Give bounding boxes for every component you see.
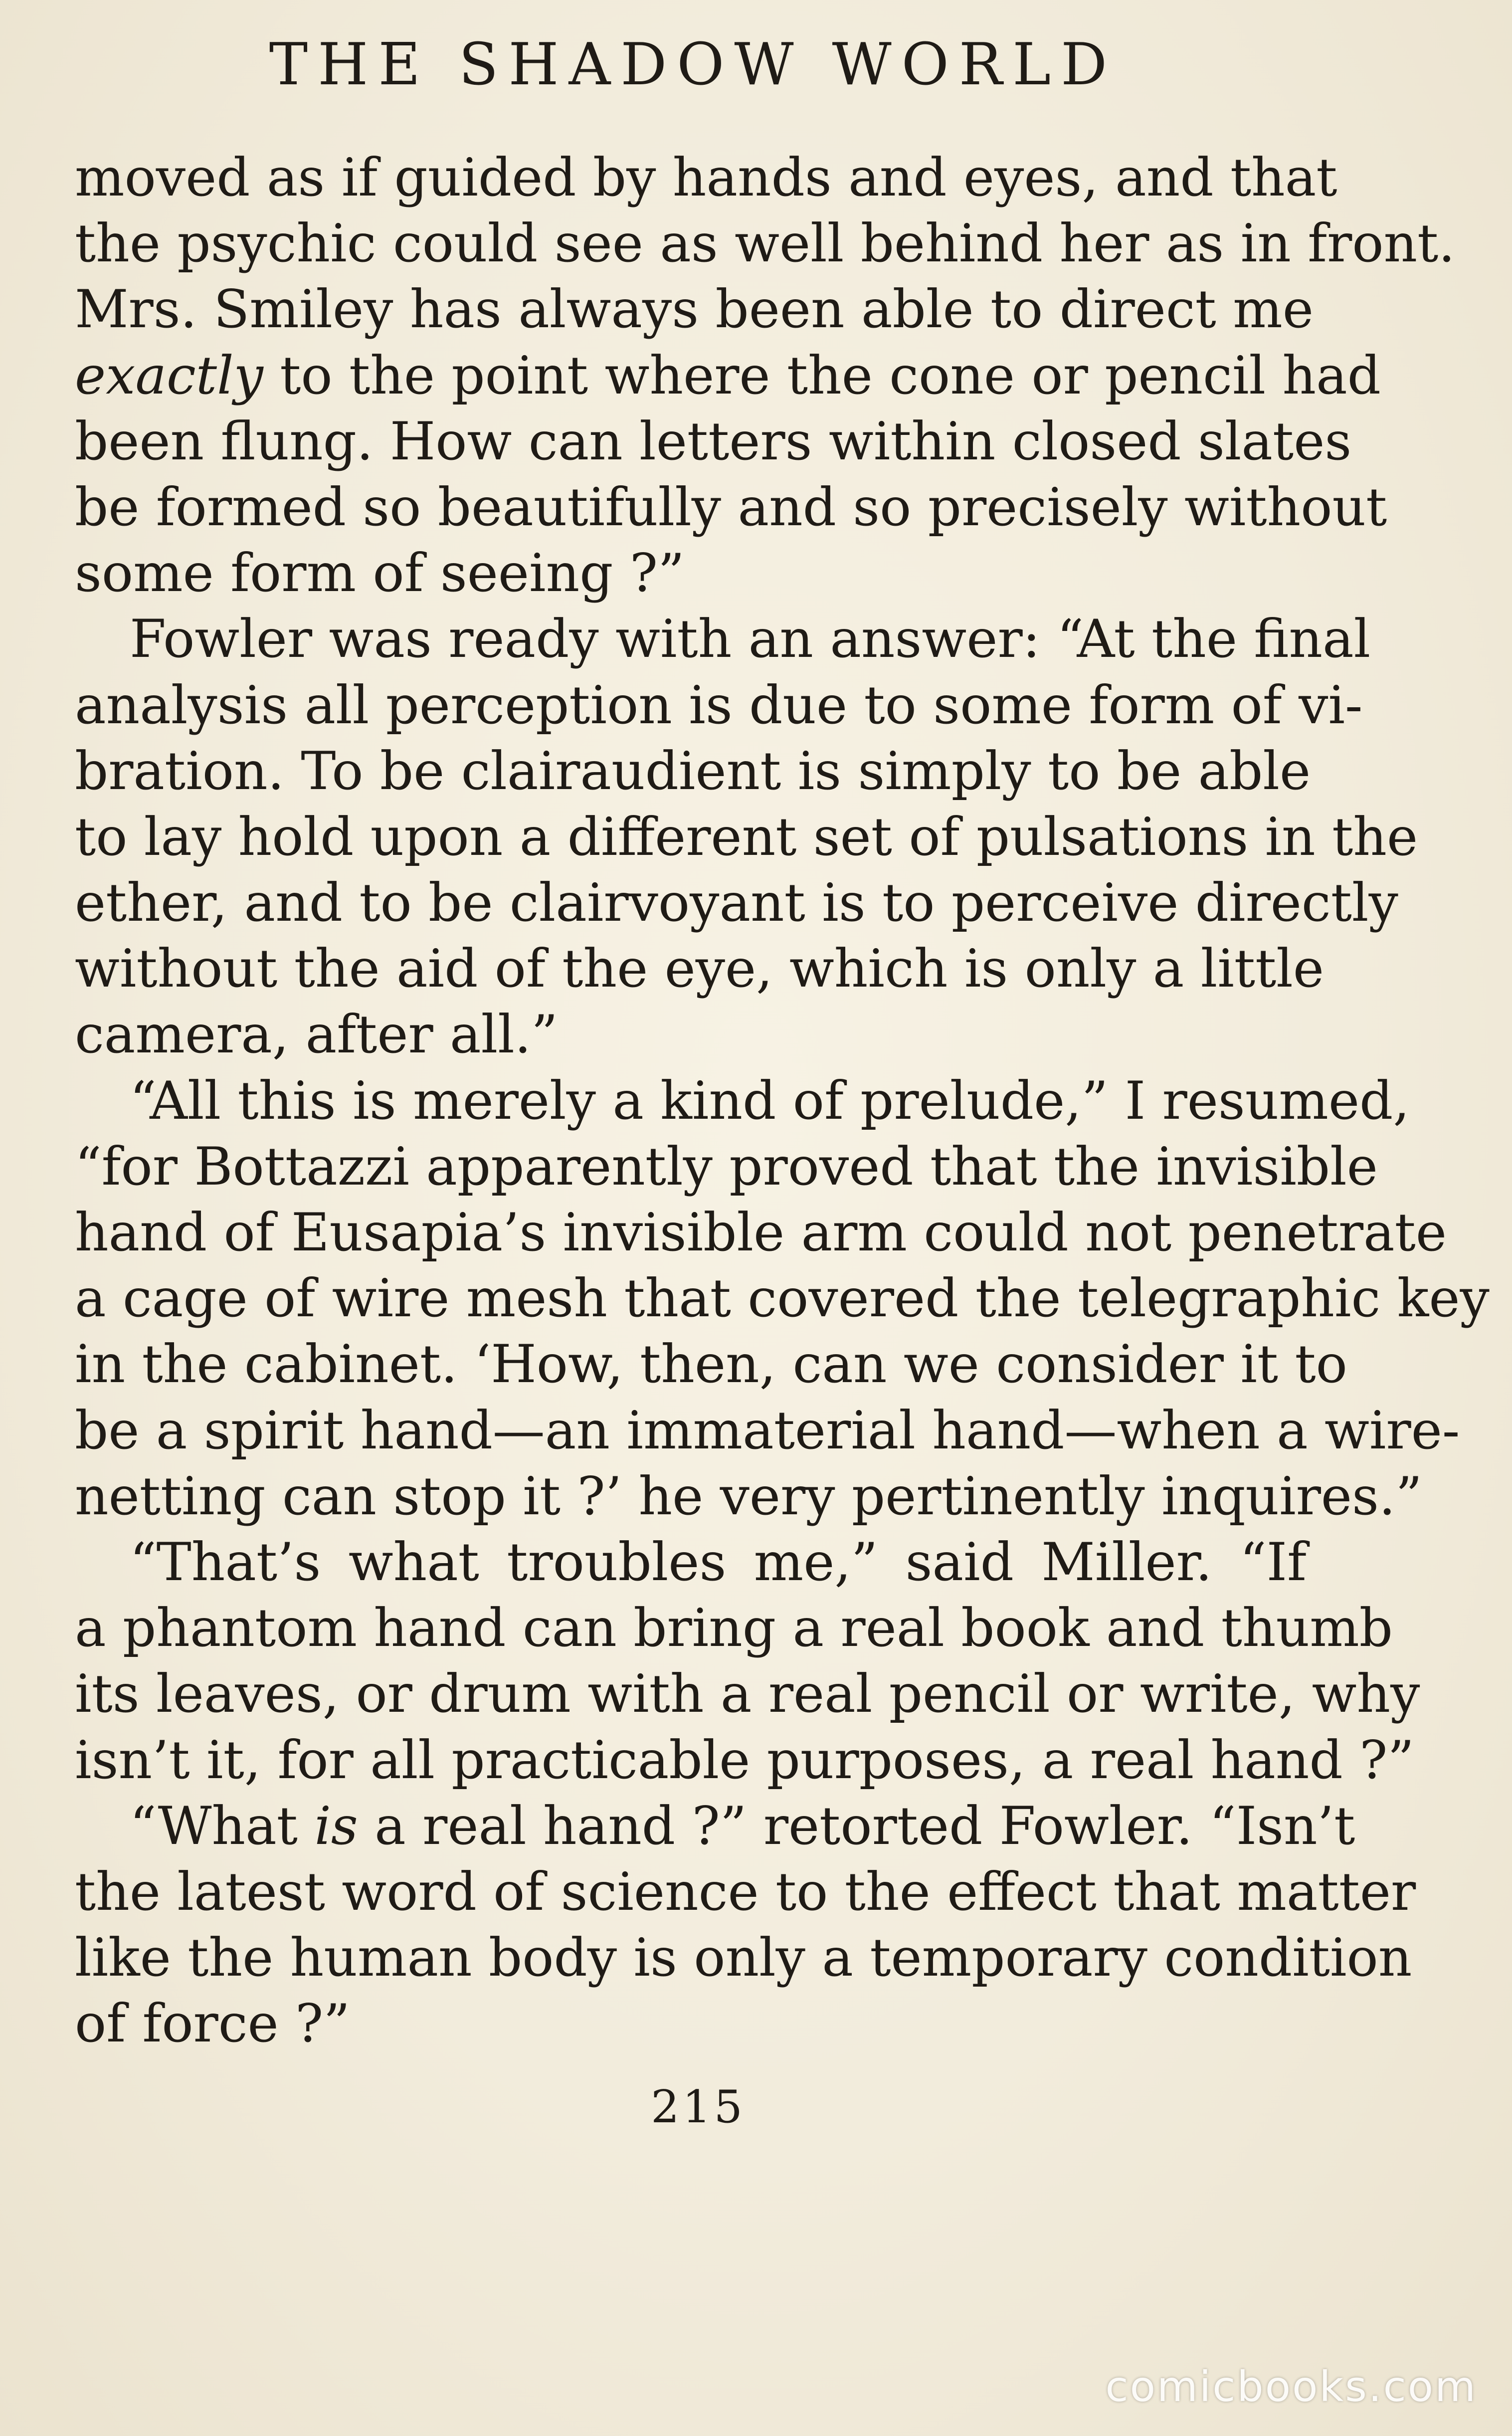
text-line: been flung. How can letters within closed slates (75, 410, 1352, 472)
text-line: moved as if guided by hands and eyes, and that (75, 147, 1337, 208)
text-line: be a spirit hand—an immaterial hand—when a wire- (75, 1400, 1460, 1461)
text-line: a cage of wire mesh that covered the telegraphic key (75, 1268, 1490, 1329)
text-line: analysis all perception is due to some form of vi- (75, 674, 1363, 736)
text-line: the latest word of science to the effect that matter (75, 1861, 1416, 1922)
text-line: some form of seeing ?” (75, 543, 685, 604)
body-text (75, 145, 1490, 2056)
text-line: camera, after all.” (75, 1004, 558, 1065)
text-line: Fowler was ready with an answer: “At the final (130, 609, 1371, 670)
text-line: “for Bottazzi apparently proved that the invisible (75, 1136, 1378, 1197)
text-line: a phantom hand can bring a real book and thumb (75, 1598, 1393, 1659)
emphasis: exactly (75, 345, 263, 406)
text-line: to lay hold upon a different set of pulsations in the (75, 806, 1418, 867)
text-line: “All this is merely a kind of prelude,” I resumed, (130, 1070, 1410, 1131)
text-line: like the human body is only a temporary condition (75, 1927, 1412, 1989)
text-line: without the aid of the eye, which is only a little (75, 938, 1324, 1000)
emphasis: is (314, 1795, 358, 1856)
text-line: in the cabinet. ‘How, then, can we consider it to (75, 1334, 1347, 1395)
text-line: exactly to the point where the cone or pencil had (75, 345, 1381, 406)
text-line: the psychic could see as well behind her as in front. (75, 213, 1455, 274)
text-line: netting can stop it ?’ he very pertinently inquires.” (75, 1465, 1423, 1527)
text-line: of force ?” (75, 1993, 351, 2054)
page-number: 215 (651, 2081, 746, 2133)
text-line: ether, and to be clairvoyant is to perceive directly (75, 872, 1398, 934)
text-line: be formed so beautifully and so precisely without (75, 476, 1387, 538)
text-line: Mrs. Smiley has always been able to direct me (75, 279, 1314, 340)
running-head: THE SHADOW WORLD (269, 31, 1118, 98)
text-line: isn’t it, for all practicable purposes, a real hand ?” (75, 1729, 1415, 1791)
text-line: hand of Eusapia’s invisible arm could not penetrate (75, 1202, 1447, 1263)
text-line: “That’s what troubles me,” said Miller. “If (130, 1531, 1307, 1593)
watermark: comicbooks.com (1105, 2362, 1477, 2411)
text-line: “What is a real hand ?” retorted Fowler. “Isn’t (130, 1795, 1355, 1856)
text-line: bration. To be clairaudient is simply to be able (75, 740, 1311, 802)
text-line: its leaves, or drum with a real pencil or write, why (75, 1663, 1420, 1725)
